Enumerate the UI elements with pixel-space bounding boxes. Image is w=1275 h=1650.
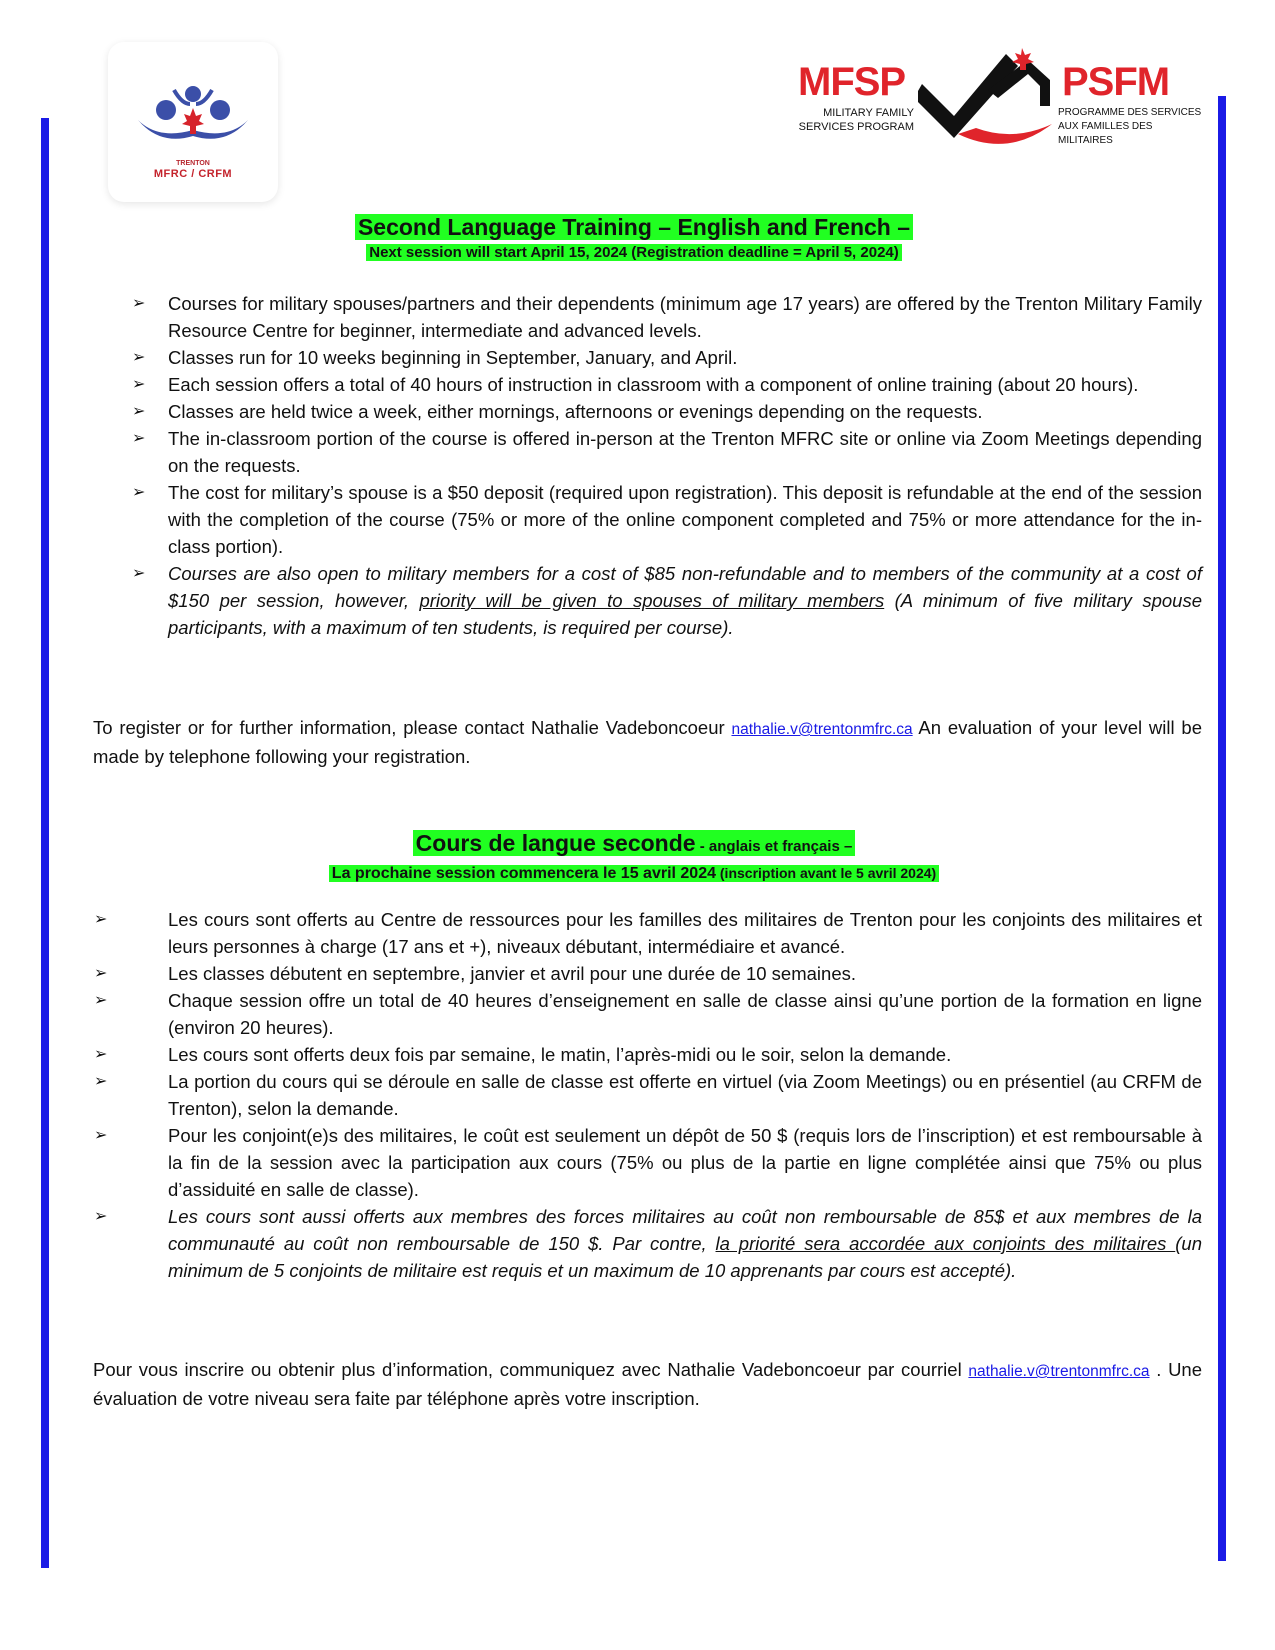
french-heading <box>49 828 1219 885</box>
psfm-name-line1: PROGRAMME DES SERVICES <box>1058 107 1202 118</box>
arrow-bullet-icon: ➢ <box>94 1208 108 1225</box>
mfsp-name-line1: MILITARY FAMILY <box>823 107 914 119</box>
list-item: ➢ The in-classroom portion of the course is offered in-person at the Trenton MFRC site or online via Zoom Meetings depending on the requests. <box>168 425 1202 479</box>
mfrc-figures-icon <box>130 84 256 160</box>
list-item: ➢ Courses for military spouses/partners and their dependents (minimum age 17 years) are offered by the Trenton Military Family Resource Centre for beginner, intermediate and advanced levels. <box>168 290 1202 344</box>
mfsp-acronym: MFSP <box>798 60 906 104</box>
arrow-bullet-icon: ➢ <box>94 1046 108 1063</box>
list-item: ➢ The cost for military’s spouse is a $50 deposit (required upon registration). This deposit is refundable at the end of the session with the completion of the course (75% or more of the online component completed and 75% or more attendance for the in-class portion). <box>168 479 1202 560</box>
list-item: ➢ Les cours sont offerts au Centre de ressources pour les familles des militaires de Trenton pour les conjoints des militaires et leurs personnes à charge (17 ans et +), niveaux débutant, intermédiaire et avancé. <box>168 906 1202 960</box>
french-title: Cours de langue seconde <box>415 830 696 856</box>
arrow-bullet-icon: ➢ <box>132 349 146 366</box>
list-item: ➢ Chaque session offre un total de 40 heures d’enseignement en salle de classe ainsi qu’une portion de la formation en ligne (environ 20 heures). <box>168 987 1202 1041</box>
mfrc-logo <box>108 42 278 202</box>
arrow-bullet-icon: ➢ <box>94 1127 108 1144</box>
list-item: ➢ La portion du cours qui se déroule en salle de classe est offerte en virtuel (via Zoom Meetings) ou en présentiel (au CRFM de Trenton), selon la demande. <box>168 1068 1202 1122</box>
english-subtitle: Next session will start April 15, 2024 (Registration deadline = April 5, 2024) <box>366 244 902 261</box>
mfsp-psfm-logo <box>790 42 1210 152</box>
french-subtitle: La prochaine session commencera le 15 avril 2024 <box>331 865 716 882</box>
english-contact-paragraph: To register or for further information, please contact Nathalie Vadeboncoeur nathalie.v@trentonmfrc.ca An evaluation of your level will be made by telephone following your registration. <box>93 717 1202 767</box>
list-item: ➢ Classes are held twice a week, either mornings, afternoons or evenings depending on the requests. <box>168 398 1202 425</box>
psfm-acronym: PSFM <box>1062 60 1170 104</box>
priorite-note: la priorité sera accordée aux conjoints des militaires <box>715 1233 1176 1254</box>
list-item: ➢ Les classes débutent en septembre, janvier et avril pour une durée de 10 semaines. <box>168 960 1202 987</box>
list-item: ➢ Pour les conjoint(e)s des militaires, le coût est seulement un dépôt de 50 $ (requis lors de l’inscription) et est remboursable à la fin de la session avec la participation aux cours (75% ou plus de la partie en ligne complétée ainsi que 75% ou plus d’assiduité en salle de classe). <box>168 1122 1202 1203</box>
arrow-bullet-icon: ➢ <box>94 992 108 1009</box>
arrow-bullet-icon: ➢ <box>132 484 146 501</box>
arrow-bullet-icon: ➢ <box>94 911 108 928</box>
list-item: ➢ Courses are also open to military members for a cost of $85 non-refundable and to members of the community at a cost of $150 per session, however, priority will be given to spouses of military members (A minimum of five military spouse participants, with a maximum of ten students, is required per course). <box>168 560 1202 641</box>
arrow-bullet-icon: ➢ <box>132 565 146 582</box>
english-email-link[interactable]: nathalie.v@trentonmfrc.ca <box>731 721 913 738</box>
priority-note: priority will be given to spouses of military members <box>419 590 885 611</box>
right-border-bar <box>1218 96 1226 1561</box>
english-bullet-list <box>132 290 1202 641</box>
arrow-bullet-icon: ➢ <box>132 430 146 447</box>
arrow-bullet-icon: ➢ <box>132 295 146 312</box>
arrow-bullet-icon: ➢ <box>94 1073 108 1090</box>
list-item: ➢ Each session offers a total of 40 hours of instruction in classroom with a component of online training (about 20 hours). <box>168 371 1202 398</box>
french-contact-paragraph: Pour vous inscrire ou obtenir plus d’information, communiquez avec Nathalie Vadeboncoeur par courriel nathalie.v@trentonmfrc.ca . Une évaluation de votre niveau sera faite par téléphone après votre inscription. <box>93 1359 1203 1409</box>
arrow-bullet-icon: ➢ <box>132 376 146 393</box>
english-title: Second Language Training – English and French – <box>355 214 913 240</box>
mfrc-name: MFRC / CRFM <box>153 168 233 180</box>
list-item: ➢ Classes run for 10 weeks beginning in September, January, and April. <box>168 344 1202 371</box>
french-email-link[interactable]: nathalie.v@trentonmfrc.ca <box>968 1363 1150 1380</box>
mfrc-top-text: TRENTON <box>176 160 210 167</box>
mfsp-name-line2: SERVICES PROGRAM <box>798 121 914 133</box>
list-item: ➢ Les cours sont aussi offerts aux membres des forces militaires au coût non remboursable de 85$ et aux membres de la communauté au coût non remboursable de 150 $. Par contre, la priorité sera accordée aux conjoints des militaires (un minimum de 5 conjoints de militaire est requis et un maximum de 10 apprenants par cours est accepté). <box>168 1203 1202 1284</box>
left-border-bar <box>41 118 49 1568</box>
psfm-name <box>1058 106 1210 148</box>
list-item: ➢ Les cours sont offerts deux fois par semaine, le matin, l’après-midi ou le soir, selon la demande. <box>168 1041 1202 1068</box>
arrow-bullet-icon: ➢ <box>94 965 108 982</box>
french-title-rest: - anglais et français – <box>695 838 853 855</box>
french-subtitle-rest: (inscription avant le 5 avril 2024) <box>716 865 937 881</box>
mfsp-name <box>790 106 914 134</box>
psfm-name-line2: AUX FAMILLES DES MILITAIRES <box>1058 121 1153 146</box>
house-checkmark-icon <box>918 46 1058 150</box>
french-bullet-list <box>94 906 1203 1284</box>
arrow-bullet-icon: ➢ <box>132 403 146 420</box>
english-heading <box>49 212 1219 264</box>
